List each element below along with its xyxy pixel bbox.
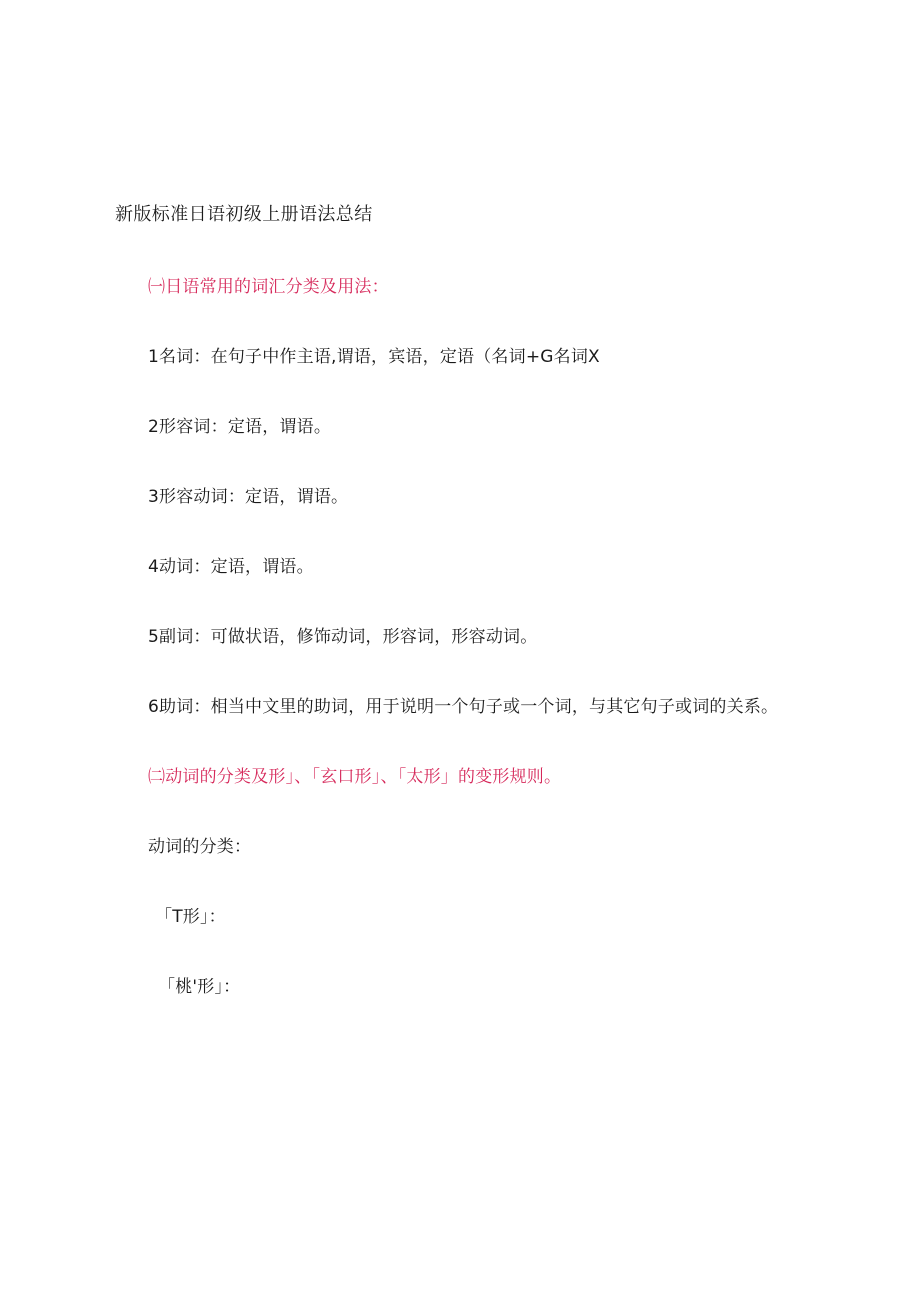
list-item-adjectival-verb: 3形容动词：定语，谓语。	[148, 487, 349, 507]
list-item-adjective: 2形容词：定语，谓语。	[148, 417, 332, 437]
list-item-adverb: 5副词：可做状语，修饰动词，形容词，形容动词。	[148, 627, 538, 647]
section-2-heading: ㈡动词的分类及形」、「玄口形」、「太形」的变形规则。	[148, 767, 562, 787]
section-1-heading: ㈠日语常用的词汇分类及用法：	[148, 277, 389, 297]
list-item-verb: 4动词：定语，谓语。	[148, 557, 314, 577]
verb-classification-subheading: 动词的分类：	[148, 837, 252, 857]
document-title: 新版标准日语初级上册语法总结	[115, 204, 373, 225]
form-label-second: 「桃'形」：	[158, 977, 241, 997]
list-item-noun: 1名词：在句子中作主语,谓语，宾语，定语（名词+G名词X	[148, 347, 600, 367]
form-label-te: 「T形」：	[155, 907, 226, 927]
list-item-particle: 6助词：相当中文里的助词，用于说明一个句子或一个词，与其它句子或词的关系。	[148, 697, 779, 717]
